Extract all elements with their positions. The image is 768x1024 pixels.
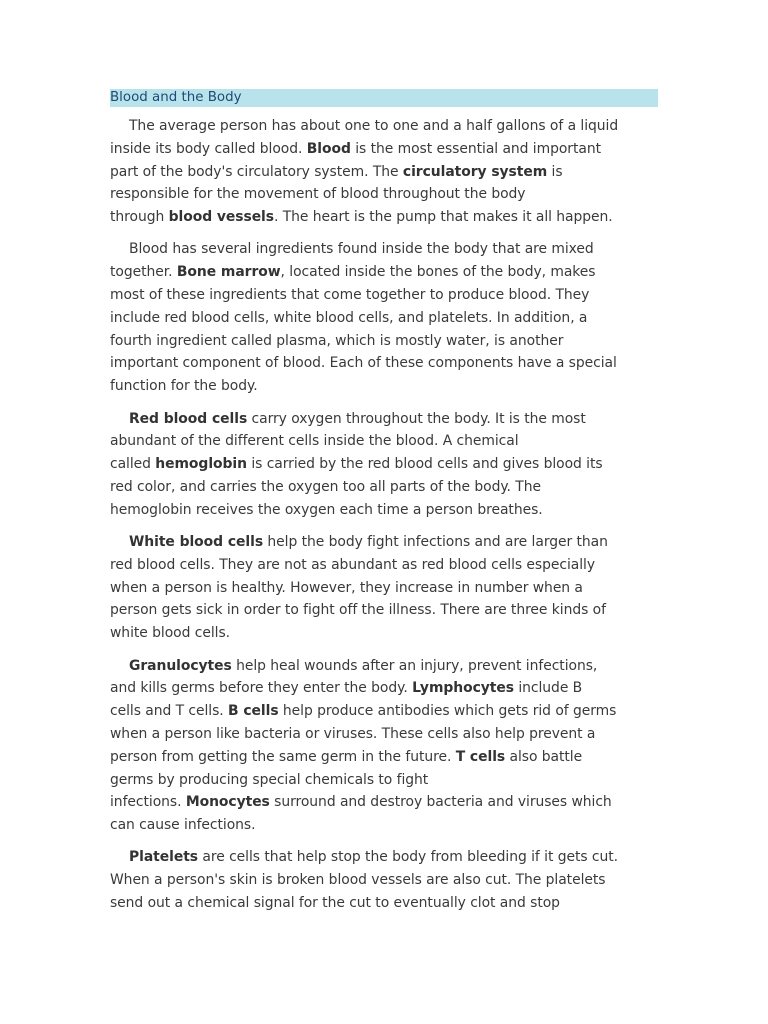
text-run: include B (513, 680, 583, 697)
text-run: is carried by the red blood cells and gives blood its (246, 456, 603, 473)
text-line (110, 284, 658, 307)
text-run: part of the body's circulatory system. The (110, 163, 403, 180)
text-run: red color, and carries the oxygen too all parts of the body. The (110, 478, 541, 495)
bold-term: hemoglobin (155, 456, 247, 473)
text-run: red blood cells. They are not as abundant as red blood cells especially (110, 556, 596, 573)
text-run: are cells that help stop the body from bleeding if it gets cut. (198, 849, 619, 866)
text-line (110, 700, 658, 723)
text-run: and kills germs before they enter the body. (110, 680, 413, 697)
text-run: send out a chemical signal for the cut to eventually clot and stop (110, 895, 560, 911)
text-run: hemoglobin receives the oxygen each time a person breathes. (110, 501, 543, 518)
section-title: Blood and the Body (110, 90, 242, 105)
text-line (110, 655, 658, 678)
bold-term: Bone marrow (176, 264, 281, 281)
text-run: When a person's skin is broken blood vessels are also cut. The platelets (110, 872, 606, 889)
document-page (110, 89, 658, 924)
text-run: . The heart is the pump that makes it all happen. (274, 209, 613, 226)
text-run: can cause infections. (110, 817, 256, 834)
text-line (110, 746, 658, 769)
text-line (110, 408, 658, 431)
text-run: most of these ingredients that come together to produce blood. They (110, 287, 590, 304)
text-line (110, 476, 658, 499)
text-line (110, 375, 658, 398)
text-line (110, 599, 658, 622)
bold-term: Red blood cells (129, 410, 248, 427)
text-line (110, 892, 658, 915)
text-line (110, 352, 658, 375)
text-run: cells and T cells. (110, 703, 229, 720)
text-run: through (110, 209, 169, 226)
text-run: called (110, 456, 156, 473)
text-run: include red blood cells, white blood cells, and platelets. In addition, a (110, 309, 588, 326)
text-run: The average person has about one to one and a half gallons of a liquid (129, 118, 619, 134)
text-run: function for the body. (110, 378, 258, 395)
text-run: help produce antibodies which gets rid of germs (278, 703, 617, 720)
text-run: white blood cells. (110, 625, 230, 642)
text-line (110, 115, 658, 138)
text-line (110, 869, 658, 892)
text-run: fourth ingredient called plasma, which is mostly water, is another (110, 332, 564, 349)
text-line (110, 723, 658, 746)
body-paragraph (110, 846, 658, 914)
bold-term: Granulocytes (129, 657, 232, 674)
text-run: is the most essential and important (350, 140, 601, 157)
text-run: help the body fight infections and are larger than (263, 534, 608, 551)
body-paragraph (110, 531, 658, 645)
text-line (110, 814, 658, 837)
text-run: surround and destroy bacteria and viruses which (269, 794, 612, 811)
text-line (110, 161, 658, 184)
text-run: also battle (505, 748, 583, 765)
text-line (110, 261, 658, 284)
text-line (110, 531, 658, 554)
text-line (110, 307, 658, 330)
text-run: together. (110, 264, 177, 281)
bold-term: Monocytes (185, 794, 270, 811)
text-line (110, 499, 658, 522)
text-run: carry oxygen throughout the body. It is the most (247, 410, 586, 427)
bold-term: White blood cells (129, 534, 264, 551)
body-paragraph (110, 655, 658, 837)
section-heading-bar (110, 89, 658, 107)
text-line (110, 622, 658, 645)
text-line (110, 330, 658, 353)
text-line (110, 453, 658, 476)
text-run: person from getting the same germ in the future. (110, 748, 456, 765)
body-paragraph (110, 408, 658, 522)
text-run: is (547, 163, 563, 180)
body-paragraph (110, 115, 658, 229)
text-line (110, 769, 658, 792)
document-body (110, 115, 658, 915)
body-paragraph (110, 238, 658, 398)
bold-term: blood vessels (168, 209, 274, 226)
text-run: important component of blood. Each of these components have a special (110, 355, 617, 372)
text-run: infections. (110, 794, 186, 811)
bold-term: Blood (306, 140, 351, 157)
text-run: help heal wounds after an injury, prevent infections, (231, 657, 598, 674)
text-line (110, 238, 658, 261)
text-run: , located inside the bones of the body, makes (280, 264, 596, 281)
text-run: person gets sick in order to fight off the illness. There are three kinds of (110, 602, 606, 619)
text-line (110, 677, 658, 700)
text-line (110, 846, 658, 869)
text-line (110, 183, 658, 206)
text-run: responsible for the movement of blood throughout the body (110, 186, 526, 203)
text-line (110, 206, 658, 229)
bold-term: B cells (228, 703, 279, 720)
text-run: Blood has several ingredients found inside the body that are mixed (129, 241, 594, 258)
text-line (110, 554, 658, 577)
text-run: when a person is healthy. However, they increase in number when a (110, 579, 583, 596)
text-line (110, 430, 658, 453)
text-run: abundant of the different cells inside the blood. A chemical (110, 433, 519, 450)
text-run: when a person like bacteria or viruses. These cells also help prevent a (110, 725, 596, 742)
text-line (110, 791, 658, 814)
bold-term: circulatory system (402, 163, 548, 180)
text-run: inside its body called blood. (110, 140, 307, 157)
bold-term: Platelets (129, 849, 199, 866)
text-line (110, 138, 658, 161)
bold-term: Lymphocytes (412, 680, 514, 697)
text-run: germs by producing special chemicals to fight (110, 771, 429, 788)
text-line (110, 577, 658, 600)
bold-term: T cells (455, 748, 506, 765)
